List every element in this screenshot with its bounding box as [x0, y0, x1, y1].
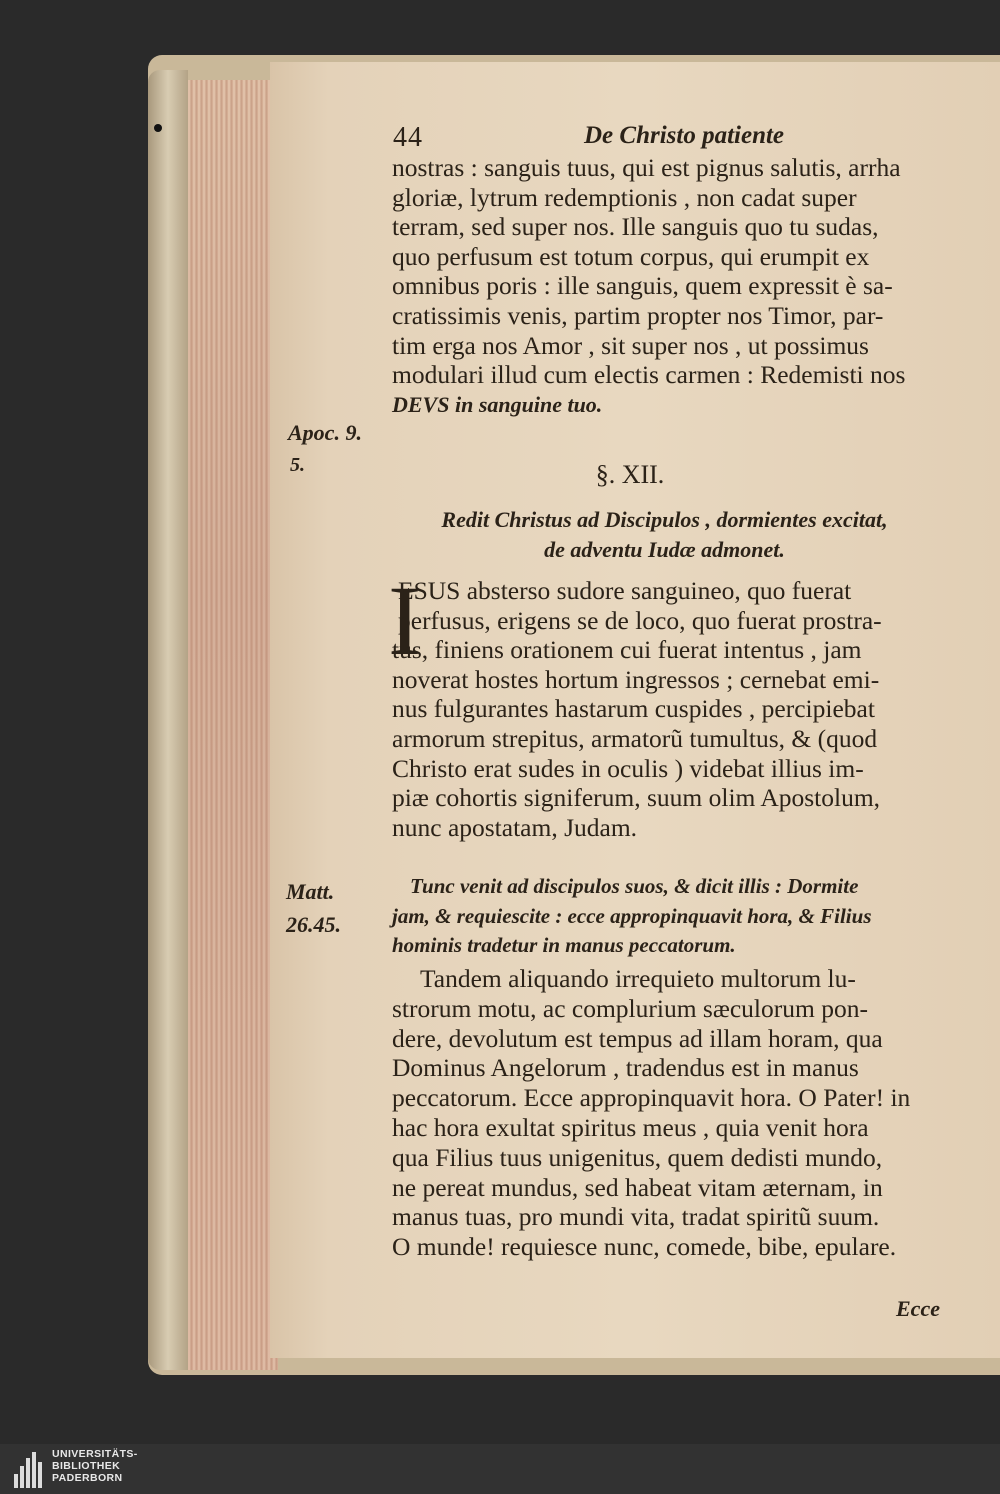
text-line: omnibus poris : ille sanguis, quem expressit è sa- [392, 271, 893, 301]
paragraph-1 [392, 576, 937, 842]
text-line: Dominus Angelorum , tradendus est in manus [392, 1053, 859, 1083]
quote-line: hominis tradetur in manus peccatorum. [392, 933, 736, 957]
text-line: terram, sed super nos. Ille sanguis quo tu sudas, [392, 212, 879, 242]
drop-cap: I [388, 565, 422, 676]
text-line: peccatorum. Ecce appropinquavit hora. O Pater! in [392, 1083, 911, 1113]
library-name [52, 1448, 138, 1484]
text-line: Tandem aliquando irrequieto multorum lu- [420, 964, 856, 993]
section-number [0, 460, 1000, 490]
library-footer [0, 1444, 1000, 1494]
text-line: manus tuas, pro mundi vita, tradat spiritũ suum. [392, 1202, 880, 1232]
text-line: nunc apostatam, Judam. [392, 812, 638, 842]
text-line: modulari illud cum electis carmen : Redemisti nos [392, 360, 906, 390]
section-subtitle [392, 505, 937, 565]
page-number: 44 [393, 122, 423, 153]
subtitle-line: Redit Christus ad Discipulos , dormientes excitat, [441, 507, 888, 532]
margin-note-matt-verse: 26.45. [286, 912, 341, 937]
text-line: tus, finiens orationem cui fuerat intentus , jam [392, 635, 862, 665]
text-line: ESUS absterso sudore sanguineo, quo fuerat [398, 576, 852, 605]
text-line: piæ cohortis signiferum, suum olim Apostolum, [392, 783, 881, 813]
text-line: tim erga nos Amor , sit super nos , ut possimus [392, 330, 869, 360]
body-top-paragraph [392, 153, 937, 419]
text-line: gloriæ, lytrum redemptionis , non cadat super [392, 182, 857, 212]
quote-line: Tunc venit ad discipulos suos, & dicit illis : Dormite [410, 874, 859, 898]
text-line: hac hora exultat spiritus meus , quia venit hora [392, 1112, 869, 1142]
text-line: Christo erat sudes in oculis ) videbat illius im- [392, 753, 864, 783]
text-line: nostras : sanguis tuus, qui est pignus salutis, arrha [392, 153, 901, 182]
library-name-line: BIBLIOTHEK [52, 1460, 121, 1472]
paragraph-2 [392, 964, 937, 1262]
text-line: cratissimis venis, partim propter nos Timor, par- [392, 300, 884, 330]
library-logo-icon [14, 1452, 48, 1488]
text-line: strorum motu, ac complurium sæculorum pon- [392, 993, 868, 1023]
text-line: perfusus, erigens se de loco, quo fuerat prostra- [398, 605, 882, 635]
library-name-line: UNIVERSITÄTS- [52, 1448, 138, 1460]
text-line: DEVS in sanguine tuo. [392, 391, 603, 417]
book-spine [148, 70, 188, 1370]
subtitle-line: de adventu Iudæ admonet. [544, 537, 785, 562]
running-title: De Christo patiente [584, 122, 785, 149]
margin-note-apoc-verse: 5. [290, 454, 305, 476]
text-line: nus fulgurantes hastarum cuspides , percipiebat [392, 694, 875, 724]
section-number-text: §. XII. [595, 460, 665, 489]
quote-line: jam, & requiescite : ecce appropinquavit hora, & Filius [392, 903, 872, 928]
margin-note-matt: Matt. [286, 879, 335, 904]
text-line: O munde! requiesce nunc, comede, bibe, epulare. [392, 1232, 897, 1262]
catchword: Ecce [896, 1296, 940, 1321]
text-line: dere, devolutum est tempus ad illam horam, qua [392, 1023, 883, 1053]
page-edges [188, 80, 278, 1370]
text-line: qua Filius tuus unigenitus, quem dedisti mundo, [392, 1142, 883, 1172]
scan-marker-dot [154, 124, 162, 132]
scripture-quote [392, 872, 940, 961]
margin-note-apoc: Apoc. 9. [288, 420, 362, 445]
text-line: noverat hostes hortum ingressos ; cernebat emi- [392, 664, 880, 694]
text-line: quo perfusum est totum corpus, qui erumpit ex [392, 241, 870, 271]
text-line: ne pereat mundus, sed habeat vitam æternam, in [392, 1172, 883, 1202]
library-name-line: PADERBORN [52, 1472, 123, 1484]
text-line: armorum strepitus, armatorũ tumultus, & (quod [392, 723, 878, 753]
